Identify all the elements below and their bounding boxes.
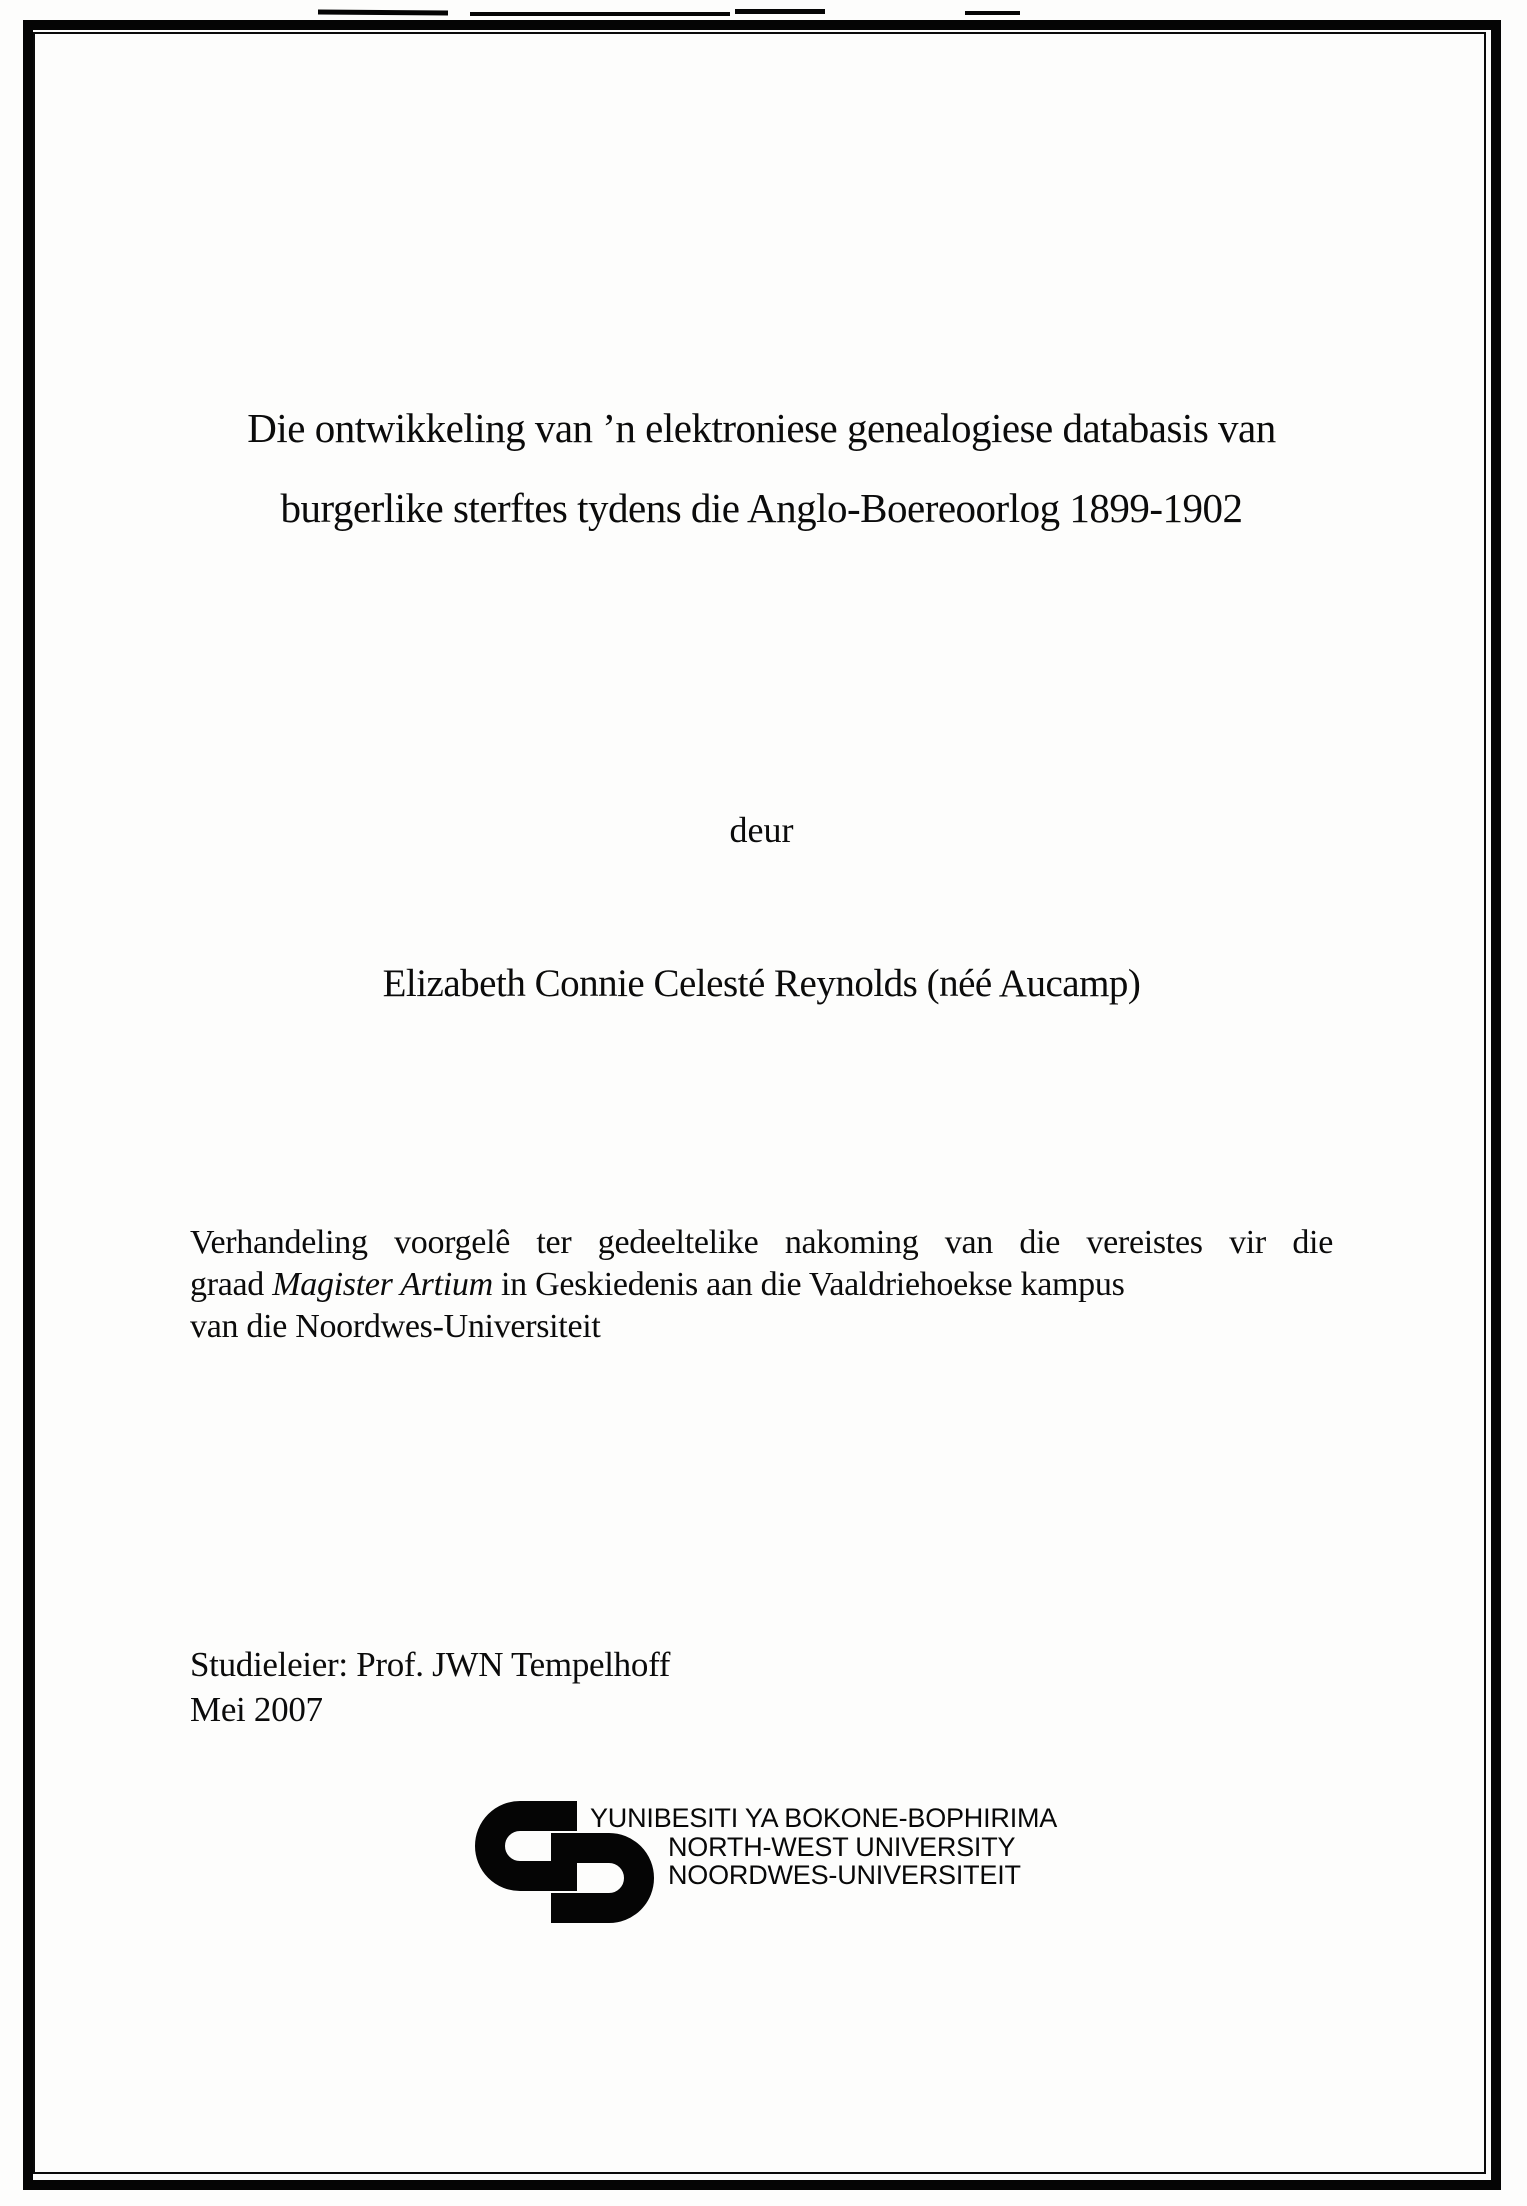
university-name-english: NORTH-WEST UNIVERSITY (668, 1831, 1016, 1862)
university-name-block (590, 1804, 1057, 1890)
degree-statement-line-2 (190, 1264, 1333, 1306)
degree-statement-line-1: Verhandeling voorgelê ter gedeeltelike nakoming van die vereistes vir die (190, 1224, 1333, 1261)
university-name-setswana: YUNIBESITI YA BOKONE-BOPHIRIMA (590, 1803, 1058, 1833)
degree-statement-line-2-prefix: graad (190, 1266, 273, 1303)
scan-artifact (318, 10, 448, 16)
thesis-title-line-2: burgerlike sterftes tydens die Anglo-Boereoorlog 1899-1902 (280, 485, 1243, 531)
degree-statement (190, 1222, 1333, 1348)
scan-artifact (470, 12, 730, 16)
author-name: Elizabeth Connie Celesté Reynolds (néé Aucamp) (382, 962, 1141, 1005)
scan-artifact (965, 11, 1020, 15)
degree-statement-line-3: van die Noordwes-Universiteit (190, 1308, 601, 1345)
university-logo (465, 1798, 1105, 1933)
date-line: Mei 2007 (190, 1690, 323, 1729)
supervisor-block (190, 1642, 1090, 1732)
thesis-title (190, 388, 1333, 548)
scan-artifact (735, 9, 825, 14)
degree-statement-line-2-suffix: in Geskiedenis aan die Vaaldriehoekse kampus (492, 1266, 1125, 1303)
byline-deur: deur (729, 810, 794, 850)
thesis-title-line-1: Die ontwikkeling van ’n elektroniese genealogiese databasis van (247, 405, 1276, 451)
university-name-afrikaans: NOORDWES-UNIVERSITEIT (668, 1860, 1021, 1890)
supervisor-line: Studieleier: Prof. JWN Tempelhoff (190, 1645, 671, 1684)
degree-name-italic: Magister Artium (272, 1266, 493, 1303)
